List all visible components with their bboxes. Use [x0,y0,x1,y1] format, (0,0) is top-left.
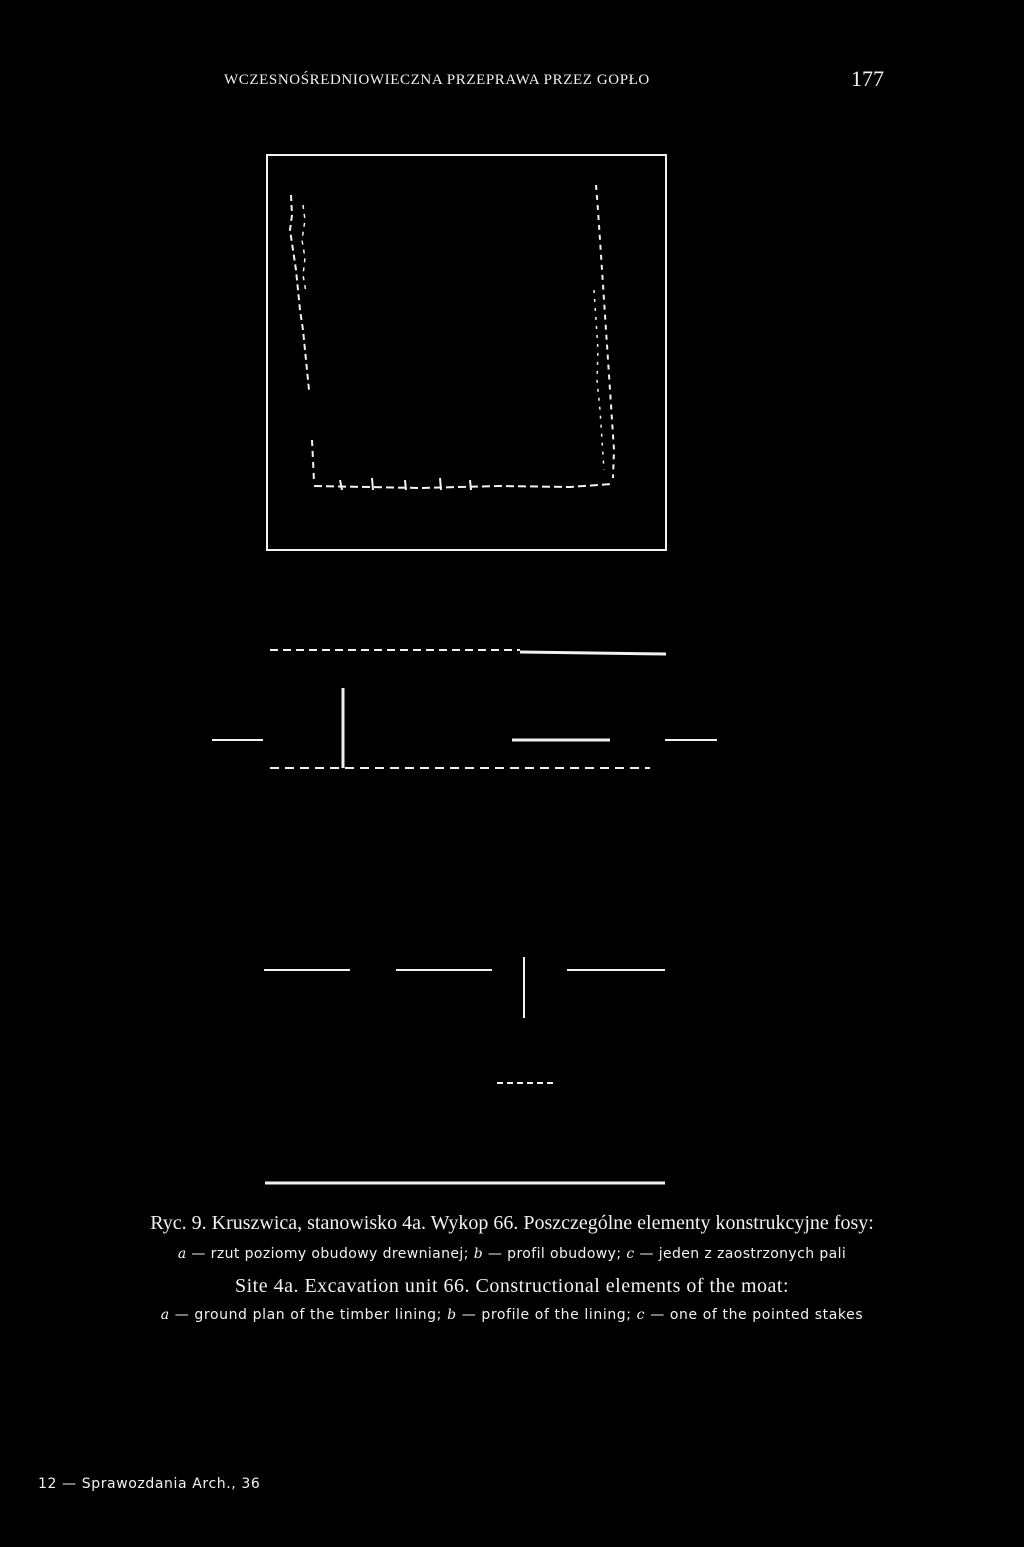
legend-text-a-en: — ground plan of the timber lining; [174,1307,442,1323]
plan-right-wall-inner [594,290,604,470]
caption-en-title: Site 4a. Excavation unit 66. Constructional elements of the moat: [234,1275,790,1297]
plan-left-wall-inner [302,205,306,292]
legend-letter-c-en: c [636,1307,646,1323]
legend-text-c: — jeden z zaostrzonych pali [639,1246,847,1262]
plan-left-wall [290,195,309,390]
legend-text-b-en: — profile of the lining; [461,1307,632,1323]
legend-text-c-en: — one of the pointed stakes [650,1307,864,1323]
legend-letter-b-en: b [447,1307,457,1323]
legend-letter-a: a [177,1246,187,1262]
caption-en-legend [0,1307,1024,1323]
plan-bottom-wall [314,484,612,488]
footer-signature: 12 — Sprawozdania Arch., 36 [38,1476,261,1492]
profile-top-line-solid [520,652,666,654]
profile-panel [212,650,717,768]
legend-text-a: — rzut poziomy obudowy drewnianej; [191,1246,469,1262]
plan-left-lower [312,440,314,482]
running-title: WCZESNOŚREDNIOWIECZNA PRZEPRAWA PRZEZ GOPŁO [224,72,650,88]
legend-letter-a-en: a [160,1307,170,1323]
plan-frame [267,155,666,550]
page-number: 177 [851,66,884,91]
caption-pl-legend [0,1246,1024,1262]
caption-pl-title: Ryc. 9. Kruszwica, stanowisko 4a. Wykop 66. Poszczególne elementy konstrukcyjne fosy: [150,1212,874,1234]
legend-letter-b: b [473,1246,484,1262]
plan-panel [267,155,666,550]
legend-letter-c: c [626,1246,635,1262]
legend-text-b: — profil obudowy; [487,1246,622,1262]
plan-right-wall [596,185,614,478]
stake-panel [264,957,665,1183]
